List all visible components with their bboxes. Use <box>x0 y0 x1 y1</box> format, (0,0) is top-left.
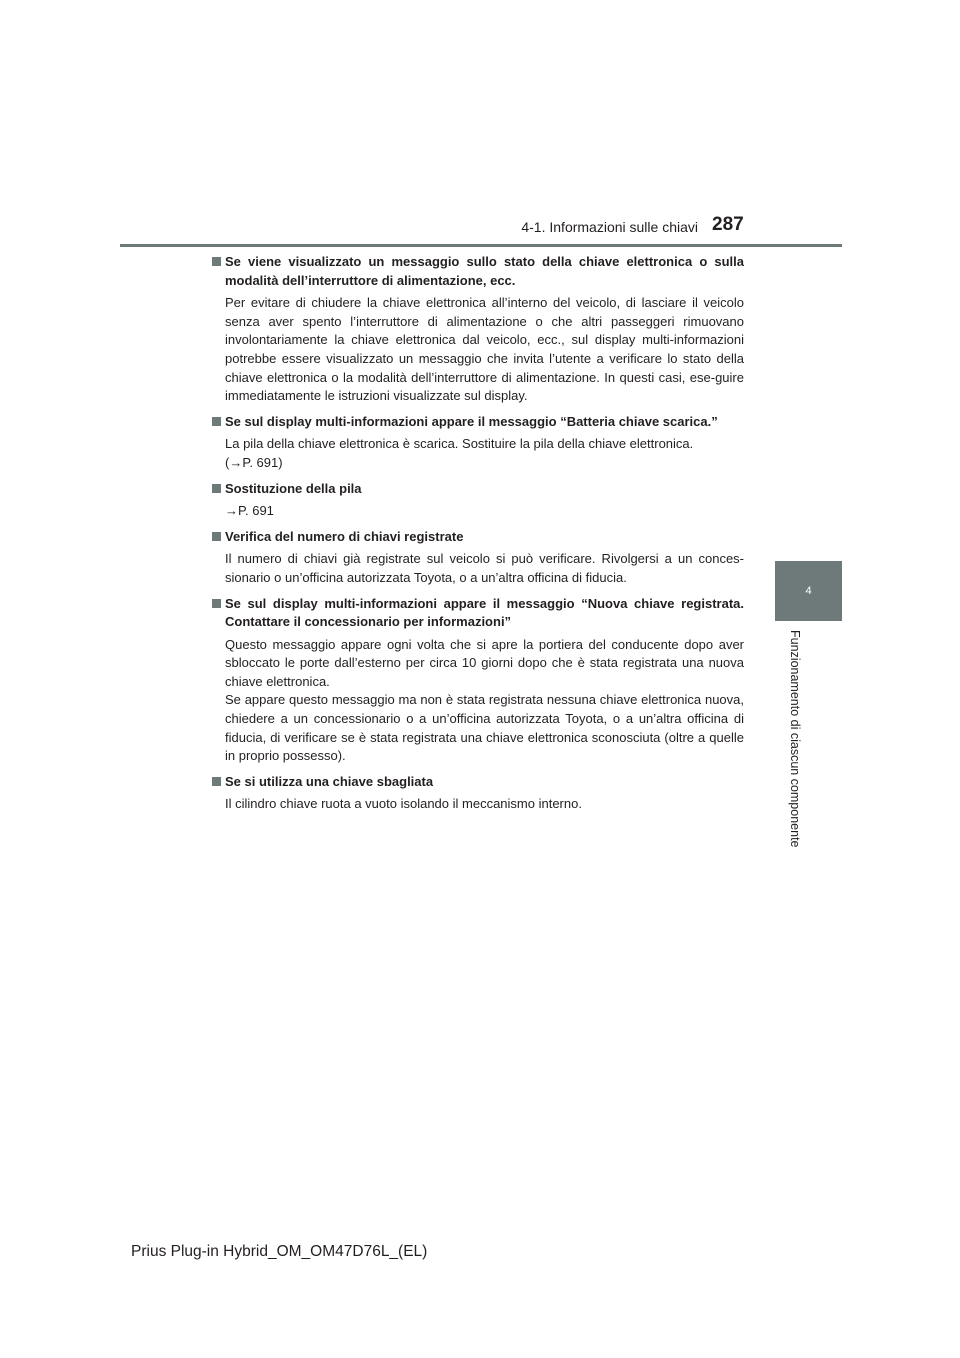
section-message-key-status <box>212 253 744 406</box>
page-reference: (→P. 691) <box>225 454 283 470</box>
square-bullet-icon <box>212 599 221 608</box>
page-reference: →P. 691 <box>225 503 274 519</box>
section-registered-keys <box>212 528 744 588</box>
paragraph: Se appare questo messaggio ma non è stata registrata nessuna chiave elettronica nuova, chiedere a un concessionario o a un’officina autorizzata Toyota, o a un’altra officina di fiducia, di verificare se è stata registrata una chiave elettronica sconosciuta (oltre a quelle in proprio possesso). <box>225 692 744 764</box>
paragraph: Il cilindro chiave ruota a vuoto isolando il meccanismo interno. <box>225 796 582 812</box>
footer-document-id: Prius Plug-in Hybrid_OM_OM47D76L_(EL) <box>131 1243 428 1260</box>
header-rule <box>120 244 842 247</box>
section-title <box>212 413 744 432</box>
section-title-text: Se sul display multi-informazioni appare il messaggio “Batteria chiave scarica.” <box>225 413 718 429</box>
section-battery-replacement <box>212 480 744 521</box>
chapter-tab-label-text: Funzionamento di ciascun componente <box>788 630 802 848</box>
header-section-title: 4-1. Informazioni sulle chiavi <box>521 219 698 235</box>
square-bullet-icon <box>212 532 221 541</box>
section-new-key-registered <box>212 595 744 766</box>
section-title <box>212 773 744 792</box>
chapter-tab-label <box>788 630 802 854</box>
section-title <box>212 528 744 547</box>
section-title-text: Se sul display multi-informazioni appare il messaggio “Nuova chiave registrata. Contattare il concessionario per informazioni” <box>225 595 744 630</box>
square-bullet-icon <box>212 257 221 266</box>
square-bullet-icon <box>212 484 221 493</box>
section-title-text: Sostituzione della pila <box>225 480 362 496</box>
square-bullet-icon <box>212 777 221 786</box>
paragraph: La pila della chiave elettronica è scarica. Sostituire la pila della chiave elettronica. <box>225 436 694 452</box>
paragraph: Questo messaggio appare ogni volta che si apre la portiera del conducente dopo aver sbloccato le porte dall’esterno per circa 10 giorni dopo che è stata registrata una nuova chiave elettronica. <box>225 636 744 689</box>
section-battery-low-message <box>212 413 744 473</box>
section-title-text: Se viene visualizzato un messaggio sullo stato della chiave elettronica o sulla modalità dell’interruttore di alimentazione, ecc. <box>225 254 744 288</box>
paragraph: Il numero di chiavi già registrate sul veicolo si può verificare. Rivolgersi a un conces-sionario o un’officina autorizzata Toyota, o a un’altra officina di fiducia. <box>225 551 744 585</box>
section-title-text: Verifica del numero di chiavi registrate <box>225 528 464 544</box>
section-title <box>212 595 744 632</box>
section-title-text: Se si utilizza una chiave sbagliata <box>225 773 434 789</box>
section-title <box>212 253 744 290</box>
page-number: 287 <box>712 214 744 235</box>
square-bullet-icon <box>212 417 221 426</box>
section-wrong-key <box>212 773 744 814</box>
page-content <box>212 253 744 821</box>
section-title <box>212 480 744 499</box>
chapter-tab-number: 4 <box>775 561 842 621</box>
paragraph: Per evitare di chiudere la chiave elettronica all’interno del veicolo, di lasciare il veicolo senza aver spento l’interruttore di alimentazione o che altri passeggeri rimuovano involontariamente la chiave elettronica dal veicolo, ecc., sul display multi-informazioni potrebbe essere visualizzato un messaggio che invita l’utente a verificare lo stato della chiave elettronica o la modalità dell’interruttore di alimentazione. In questi casi, ese-guire immediatamente le istruzioni visualizzate sul display. <box>225 295 744 404</box>
